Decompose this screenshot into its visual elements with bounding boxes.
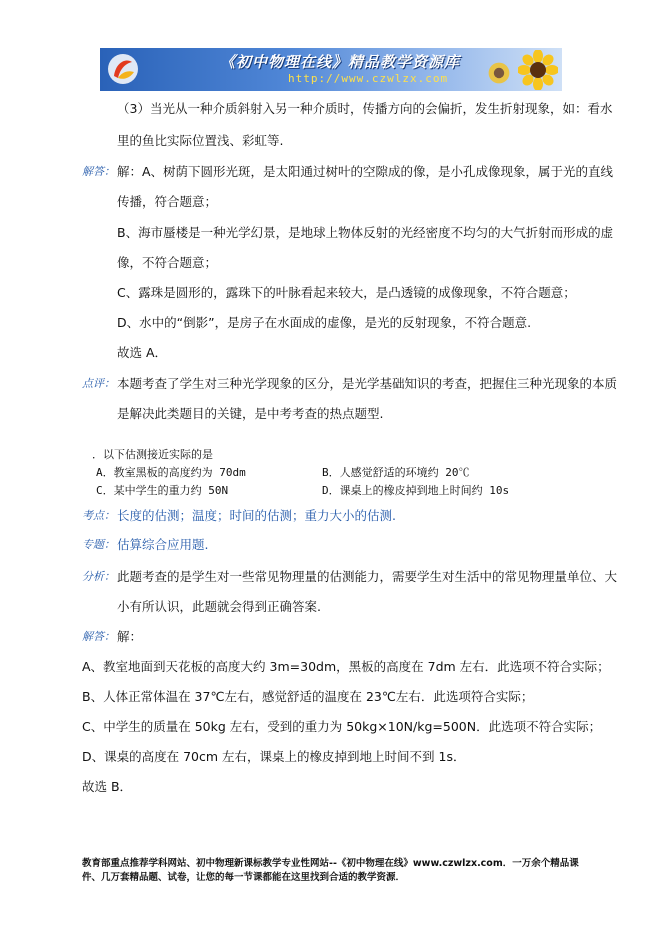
answer-c-line: C、露珠是圆形的，露珠下的叶脉看起来较大，是凸透镜的成像现象，不符合题意； — [117, 285, 576, 300]
sunflower-icon — [486, 60, 512, 86]
option-a: A．教室黑板的高度约为 70dm — [96, 466, 246, 479]
site-url[interactable]: http://www.czwlzx.com — [288, 72, 449, 85]
comment-line1: 本题考查了学生对三种光学现象的区分，是光学基础知识的考查，把握住三种光现象的本质 — [117, 376, 618, 391]
option-d: D．课桌上的橡皮掉到地上时间约 10s — [322, 484, 510, 497]
zhuanti-text: 估算综合应用题. — [117, 537, 209, 552]
jieda-label: 解答： — [82, 630, 115, 643]
jieda-text: 解： — [117, 629, 143, 644]
solution-choice: 故选 B． — [82, 779, 133, 794]
answer-b-line2: 像，不符合题意； — [117, 255, 218, 270]
solution-d-line: D、课桌的高度在 70cm 左右，课桌上的橡皮掉到地上时间不到 1s． — [82, 749, 466, 764]
solution-b-line: B、人体正常体温在 37℃左右，感觉舒适的温度在 23℃左右．此选项符合实际； — [82, 689, 534, 704]
solution-c-line: C、中学生的质量在 50kg 左右，受到的重力为 50kg×10N/kg=500N．此选项不符合实际； — [82, 719, 602, 734]
point3-line1: （3）当光从一种介质斜射入另一种介质时，传播方向的会偏折，发生折射现象，如：看水 — [117, 101, 613, 116]
solution-a-line: A、教室地面到天花板的高度大约 3m=30dm，黑板的高度在 7dm 左右．此选项不符合实际； — [82, 659, 610, 674]
site-logo-icon — [106, 52, 140, 86]
comment-label: 点评： — [82, 377, 115, 390]
kaodian-label: 考点： — [82, 509, 115, 522]
footer-line2: 件、几万套精品题、试卷，让您的每一节课都能在这里找到合适的教学资源． — [82, 872, 406, 883]
option-b: B．人感觉舒适的环境约 20℃ — [322, 466, 470, 479]
answer-line2: 传播，符合题意； — [117, 194, 218, 209]
header-banner — [100, 48, 562, 91]
fenxi-line1: 此题考查的是学生对一些常见物理量的估测能力，需要学生对生活中的常见物理量单位、大 — [117, 569, 618, 584]
question-stem: ．以下估测接近实际的是 — [92, 448, 213, 461]
answer-b-line1: B、海市蜃楼是一种光学幻景，是地球上物体反射的光经密度不均匀的大气折射而形成的虚 — [117, 225, 614, 240]
option-c: C．某中学生的重力约 50N — [96, 484, 229, 497]
fenxi-line2: 小有所认识，此题就会得到正确答案. — [117, 599, 321, 614]
zhuanti-label: 专题： — [82, 538, 115, 551]
sunflower-icon — [518, 50, 558, 90]
fenxi-label: 分析： — [82, 570, 115, 583]
answer-label: 解答： — [82, 165, 115, 178]
answer-d-line: D、水中的“倒影”，是房子在水面成的虚像，是光的反射现象，不符合题意. — [117, 315, 532, 330]
comment-line2: 是解决此类题目的关键，是中考考查的热点题型. — [117, 406, 384, 421]
point3-line2: 里的鱼比实际位置浅、彩虹等. — [117, 133, 284, 148]
site-title: 《初中物理在线》精品教学资源库 — [220, 53, 461, 71]
answer-choice: 故选 A． — [117, 345, 168, 360]
footer-line1: 教育部重点推荐学科网站、初中物理新课标教学专业性网站--《初中物理在线》www.czwlzx.com．一万余个精品课 — [82, 858, 579, 869]
answer-line1: 解：A、树荫下圆形光斑，是太阳通过树叶的空隙成的像，是小孔成像现象，属于光的直线 — [117, 164, 614, 179]
kaodian-text: 长度的估测；温度；时间的估测；重力大小的估测. — [117, 508, 396, 523]
